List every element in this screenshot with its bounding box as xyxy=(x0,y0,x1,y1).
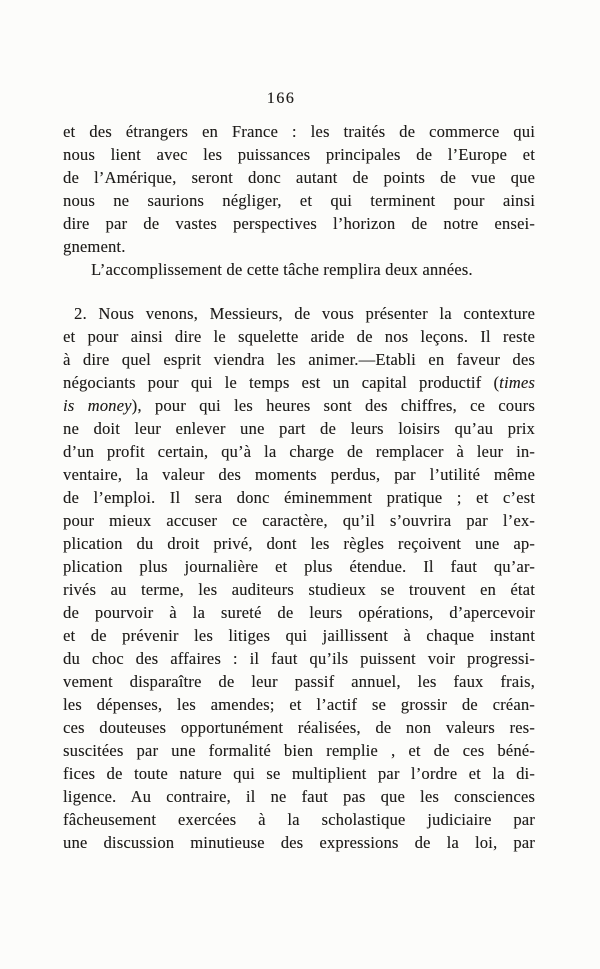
text-line xyxy=(63,394,535,417)
text-segment: de l’Amérique, seront donc autant de points de vue que xyxy=(63,168,535,187)
text-segment: fâcheusement exercées à la scholastique judiciaire par xyxy=(63,810,535,829)
text-line xyxy=(63,808,535,831)
text-line xyxy=(63,348,535,371)
text-line xyxy=(63,624,535,647)
text-segment: dire par de vastes perspectives l’horizon de notre ensei- xyxy=(63,214,535,233)
text-segment: vement disparaître de leur passif annuel, les faux frais, xyxy=(63,672,535,691)
text-line xyxy=(63,762,535,785)
text-line xyxy=(63,189,535,212)
text-line xyxy=(63,785,535,808)
text-line xyxy=(63,509,535,532)
text-line xyxy=(63,831,535,854)
text-segment: ne doit leur enlever une part de leurs loisirs qu’au prix xyxy=(63,419,535,438)
text-segment: et pour ainsi dire le squelette aride de nos leçons. Il reste xyxy=(63,327,535,346)
italic-phrase: times xyxy=(499,373,535,392)
text-line xyxy=(63,463,535,486)
text-segment: d’un profit certain, qu’à la charge de remplacer à leur in- xyxy=(63,442,535,461)
text-line xyxy=(63,143,535,166)
text-segment: à dire quel esprit viendra les animer.—Etabli en faveur des xyxy=(63,350,535,369)
italic-phrase: is money xyxy=(63,396,132,415)
text-line xyxy=(63,212,535,235)
text-segment: plication du droit privé, dont les règles reçoivent une ap- xyxy=(63,534,535,553)
page-number: 166 xyxy=(266,90,296,107)
text-segment: de l’emploi. Il sera donc éminemment pratique ; et c’est xyxy=(63,488,535,507)
text-line xyxy=(63,440,535,463)
text-line xyxy=(63,555,535,578)
text-line xyxy=(63,371,535,394)
text-line xyxy=(63,532,535,555)
text-line xyxy=(63,578,535,601)
text-line xyxy=(63,325,535,348)
text-line xyxy=(63,693,535,716)
text-line xyxy=(63,235,535,258)
text-line xyxy=(63,716,535,739)
text-segment: et de prévenir les litiges qui jaillissent à chaque instant xyxy=(63,626,535,645)
text-segment: ventaire, la valeur des moments perdus, par l’utilité même xyxy=(63,465,535,484)
page-text xyxy=(63,120,535,854)
text-segment: et des étrangers en France : les traités de commerce qui xyxy=(63,122,535,141)
text-segment: L’accomplissement de cette tâche remplira deux années. xyxy=(91,260,473,279)
text-line xyxy=(63,739,535,762)
text-line xyxy=(63,417,535,440)
text-line xyxy=(63,486,535,509)
text-line xyxy=(63,601,535,624)
text-segment: de pourvoir à la sureté de leurs opérations, d’apercevoir xyxy=(63,603,535,622)
text-segment: les dépenses, les amendes; et l’actif se grossir de créan- xyxy=(63,695,535,714)
text-segment: rivés au terme, les auditeurs studieux se trouvent en état xyxy=(63,580,535,599)
text-line xyxy=(63,670,535,693)
text-line xyxy=(63,120,535,143)
text-segment: fices de toute nature qui se multiplient par l’ordre et la di- xyxy=(63,764,535,783)
text-segment: du choc des affaires : il faut qu’ils puissent voir progressi- xyxy=(63,649,535,668)
text-segment: une discussion minutieuse des expressions de la loi, par xyxy=(63,833,535,852)
text-segment: pour mieux accuser ce caractère, qu’il s’ouvrira par l’ex- xyxy=(63,511,535,530)
text-segment: nous ne saurions négliger, et qui terminent pour ainsi xyxy=(63,191,535,210)
text-segment: nous lient avec les puissances principales de l’Europe et xyxy=(63,145,535,164)
text-line xyxy=(63,258,535,281)
text-segment: ligence. Au contraire, il ne faut pas que les consciences xyxy=(63,787,535,806)
text-segment: ), pour qui les heures sont des chiffres, ce cours xyxy=(131,396,535,415)
text-line xyxy=(63,302,535,325)
text-segment: gnement. xyxy=(63,237,126,256)
text-line xyxy=(63,647,535,670)
text-segment: plication plus journalière et plus étendue. Il faut qu’ar- xyxy=(63,557,535,576)
text-segment: négociants pour qui le temps est un capital productif ( xyxy=(63,373,500,392)
text-line xyxy=(63,166,535,189)
text-segment: ces douteuses opportunément réalisées, de non valeurs res- xyxy=(63,718,535,737)
text-segment: suscitées par une formalité bien remplie , et de ces béné- xyxy=(63,741,535,760)
text-segment: 2. Nous venons, Messieurs, de vous présenter la contexture xyxy=(74,304,535,323)
